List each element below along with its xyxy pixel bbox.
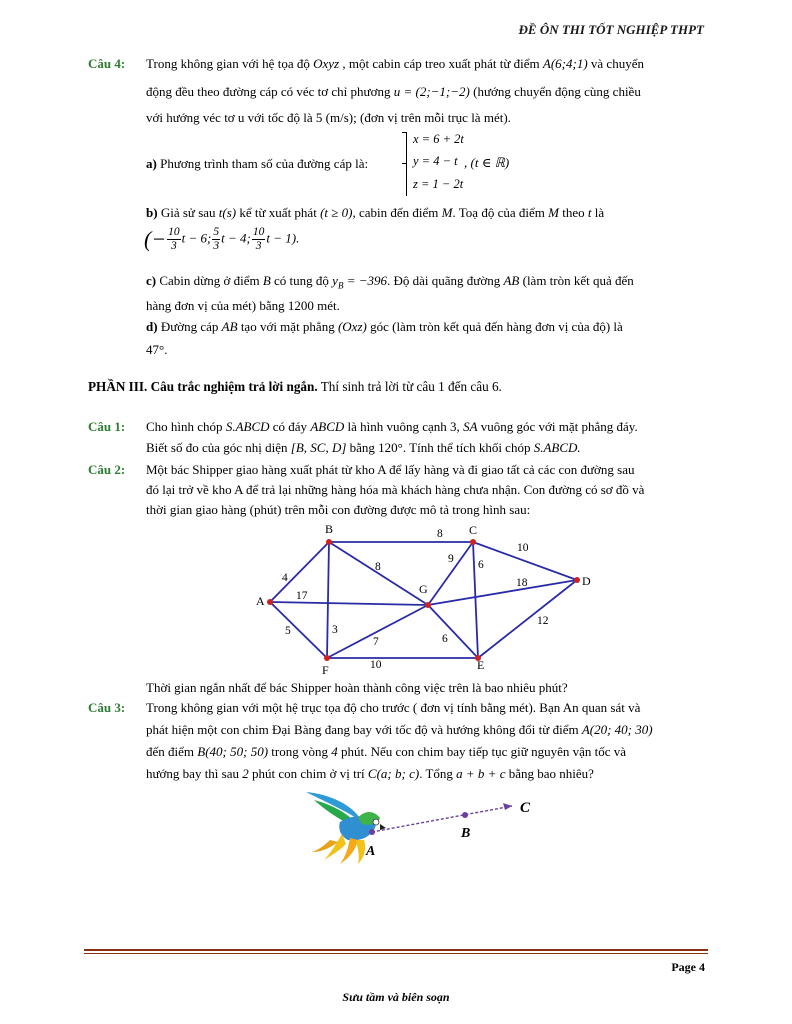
graph-node-d <box>574 577 580 583</box>
part-c-math: B <box>262 273 271 288</box>
graph-edge-bf <box>327 542 329 658</box>
graph-node-label: B <box>325 522 334 536</box>
p3q1-text: là hình vuông cạnh 3, <box>344 419 464 434</box>
p3q1-math: ABCD <box>310 419 345 434</box>
part-c-math: y <box>332 273 338 288</box>
p3q1-math: [B, SC, D] <box>290 440 347 455</box>
part-c-math: = −396 <box>343 273 387 288</box>
flight-arrowhead <box>503 803 512 810</box>
edge-weight-label: 6 <box>478 559 484 571</box>
q4-text: động đều theo đường cáp có véc tơ chỉ phương <box>146 84 394 99</box>
page-number: Page 4 <box>671 960 705 974</box>
edge-weight-label: 3 <box>332 624 338 636</box>
graph-edge-cg <box>428 542 473 605</box>
flight-path-line <box>372 806 512 832</box>
coord-open: (− <box>144 226 167 252</box>
point-c-label: C <box>520 800 531 816</box>
part-b-math: M <box>548 205 559 220</box>
p3q3-text: hướng bay thì sau <box>146 766 243 781</box>
graph-edge-fg <box>327 605 428 658</box>
edge-weight-label: 10 <box>517 542 529 554</box>
graph-node-g <box>425 602 431 608</box>
page-header-title: ĐỀ ÔN THI TỐT NGHIỆP THPT <box>518 22 704 37</box>
p3q3-math: a + b + c <box>456 766 506 781</box>
part-b-math: t(s) <box>218 205 237 220</box>
edge-weight-label: 10 <box>370 659 382 671</box>
part-a-text: Phương trình tham số của đường cáp là: <box>156 156 369 171</box>
coord-term: t − 1). <box>266 230 300 246</box>
p3q3-math: B(40; 50; 50) <box>197 744 269 759</box>
p3q3-line-1: Trong không gian với một hệ trục tọa độ cho trước ( đơn vị tính bằng mét). Bạn An quan sát và <box>146 700 641 715</box>
p3q3-text: đến điểm <box>146 744 198 759</box>
sys-eq-y: y = 4 − t <box>413 154 458 168</box>
part-c-math: AB <box>503 273 520 288</box>
part-b-label: b) <box>146 205 158 220</box>
graph-edge-bg <box>329 542 428 605</box>
part-b-math: M <box>441 205 453 220</box>
p3q3-text: trong vòng <box>268 744 332 759</box>
graph-edge-ed <box>478 580 577 658</box>
q4-part-c-line-2: hàng đơn vị của mét) bằng 1200 mét. <box>146 298 340 313</box>
point-b-marker <box>462 812 468 818</box>
part-3-title: PHẦN III. Câu trắc nghiệm trả lời ngắn. <box>88 379 318 394</box>
part-b-text: . Toạ độ của điểm <box>452 205 549 220</box>
edge-weight-label: 9 <box>448 553 454 565</box>
part-d-text: góc (làm tròn kết quả đến hàng đơn vị của độ) là <box>366 319 623 334</box>
q4-text: , một cabin cáp treo xuất phát từ điểm <box>339 56 543 71</box>
p3q3-text: bằng bao nhiêu? <box>505 766 594 781</box>
q4-math: A(6;4;1) <box>542 56 588 71</box>
point-b-label: B <box>461 826 471 841</box>
graph-node-f <box>324 655 330 661</box>
p3q1-text: vuông góc với mặt phẳng đáy. <box>477 419 638 434</box>
part-b-math: t <box>587 205 592 220</box>
graph-edge-gd <box>428 580 577 605</box>
part-c-label: c) <box>146 273 157 288</box>
q4-text: (hướng chuyển động cùng chiều <box>469 84 641 99</box>
graph-node-a <box>267 599 273 605</box>
p3q1-text: bằng 120°. Tính thể tích khối chóp <box>346 440 534 455</box>
part-c-text: có tung độ <box>270 273 333 288</box>
edge-weight-label: 8 <box>375 561 381 573</box>
part-b-text: Giả sử sau <box>157 205 219 220</box>
p3q1-text: Biết số đo của góc nhị diện <box>146 440 291 455</box>
p3q3-line-2 <box>146 722 653 738</box>
q4-text: và chuyển <box>587 56 644 71</box>
graph-edge-af <box>270 602 327 658</box>
fraction-denominator: 3 <box>213 240 220 252</box>
question-4-label: Câu 4: <box>88 56 126 71</box>
edge-weight-label: 8 <box>437 528 443 540</box>
point-a-label: A <box>366 844 376 859</box>
edge-weight-label: 18 <box>516 577 528 589</box>
q4-part-d-line-2: 47°. <box>146 342 168 357</box>
p3q3-text: . Tổng <box>419 766 457 781</box>
graph-node-label: E <box>477 658 485 672</box>
graph-node-label: C <box>469 523 478 537</box>
sys-eq-x: x = 6 + 2t <box>413 132 464 146</box>
fraction-numerator: 10 <box>252 226 265 238</box>
p3q1-math: S.ABCD <box>225 419 270 434</box>
edge-weight-label: 6 <box>442 633 448 645</box>
q4-text: Trong không gian với hệ tọa độ <box>146 56 314 71</box>
graph-node-label: F <box>322 663 329 677</box>
part-c-text: Cabin dừng ở điểm <box>156 273 263 288</box>
p3-question-1-label: Câu 1: <box>88 419 126 434</box>
graph-edge-ag <box>270 602 428 605</box>
part-c-text: (làm tròn kết quả đến <box>519 273 634 288</box>
graph-node-b <box>326 539 332 545</box>
coord-term: t − 6; <box>181 230 212 246</box>
p3q3-line-4 <box>146 766 594 782</box>
p3q1-math: SA <box>463 419 478 434</box>
part-a-label: a) <box>146 156 157 171</box>
footer-credit: Sưu tầm và biên soạn <box>342 990 450 1004</box>
graph-node-label: G <box>419 582 428 596</box>
part-d-text: tạo với mặt phẳng <box>237 319 338 334</box>
part-3-instructions: Thí sinh trả lời từ câu 1 đến câu 6. <box>317 379 502 394</box>
part-d-text: Đường cáp <box>157 319 222 334</box>
part-b-text: là <box>591 205 605 220</box>
part-d-math: (Oxz) <box>337 319 367 334</box>
part-c-subscript: B <box>337 280 344 291</box>
p3q1-text: có đáy <box>269 419 311 434</box>
q4-math: u = (2;−1;−2) <box>393 84 470 99</box>
sys-condition: , (t ∈ ℝ) <box>464 155 510 170</box>
p3q3-text: phát hiện một con chim Đại Bàng đang bay với tốc độ và hướng không đổi từ điểm <box>146 722 582 737</box>
point-a-marker <box>369 829 375 835</box>
edge-weight-label: 17 <box>296 590 308 602</box>
p3-question-3-label: Câu 3: <box>88 700 126 715</box>
p3q2-line-3: thời gian giao hàng (phút) trên mỗi con đường được mô tả trong hình sau: <box>146 502 531 517</box>
p3q2-question: Thời gian ngắn nhất để bác Shipper hoàn thành công việc trên là bao nhiêu phút? <box>146 680 568 695</box>
sys-eq-z: z = 1 − 2t <box>413 177 464 191</box>
edge-weight-label: 4 <box>282 572 288 584</box>
edge-weight-label: 5 <box>285 625 291 637</box>
graph-edge-ge <box>428 605 478 658</box>
edge-weight-label: 7 <box>373 636 379 648</box>
bird-flight-figure <box>300 784 560 864</box>
graph-node-c <box>470 539 476 545</box>
p3q3-math: 2 <box>242 766 249 781</box>
fraction-numerator: 5 <box>213 226 220 238</box>
footer-rule <box>84 949 708 951</box>
part-b-text: , cabin đến điểm <box>352 205 442 220</box>
p3q3-math: C(a; b; c) <box>367 766 420 781</box>
fraction-numerator: 10 <box>168 226 180 238</box>
part-b-text: theo <box>558 205 588 220</box>
p3q3-math: 4 <box>331 744 338 759</box>
p3q2-line-2: đó lại trở về kho A để trả lại những hàng hóa mà khách hàng chưa nhận. Con đường có sơ đồ và <box>146 482 645 497</box>
footer-rule-thin <box>84 953 708 954</box>
coord-term: t − 4; <box>221 230 251 246</box>
graph-node-label: D <box>582 574 591 588</box>
fraction-denominator: 3 <box>171 240 177 252</box>
p3q3-math: A(20; 40; 30) <box>581 722 653 737</box>
p3q1-math: S.ABCD. <box>533 440 581 455</box>
fraction-denominator: 3 <box>255 240 262 252</box>
p3q3-text: phút. Nếu con chim bay tiếp tục giữ nguyên vận tốc và <box>337 744 627 759</box>
graph-node-label: A <box>256 594 265 608</box>
part-d-label: d) <box>146 319 158 334</box>
p3q1-text: Cho hình chóp <box>146 419 226 434</box>
q4-line-3: với hướng véc tơ u với tốc độ là 5 (m/s); (đơn vị trên mỗi trục là mét). <box>146 110 511 125</box>
edge-weight-label: 12 <box>537 615 549 627</box>
part-b-text: kể từ xuất phát <box>236 205 321 220</box>
part-b-math: (t ≥ 0) <box>320 205 353 220</box>
part-c-text: . Độ dài quãng đường <box>387 273 504 288</box>
p3q3-text: phút con chim ở vị trí <box>248 766 368 781</box>
part-d-math: AB <box>221 319 238 334</box>
p3q3-line-3 <box>146 744 626 760</box>
p3-question-2-label: Câu 2: <box>88 462 126 477</box>
q4-math: Oxyz <box>313 56 340 71</box>
p3q2-line-1: Một bác Shipper giao hàng xuất phát từ kho A để lấy hàng và đi giao tất cả các con đường sau <box>146 462 635 477</box>
